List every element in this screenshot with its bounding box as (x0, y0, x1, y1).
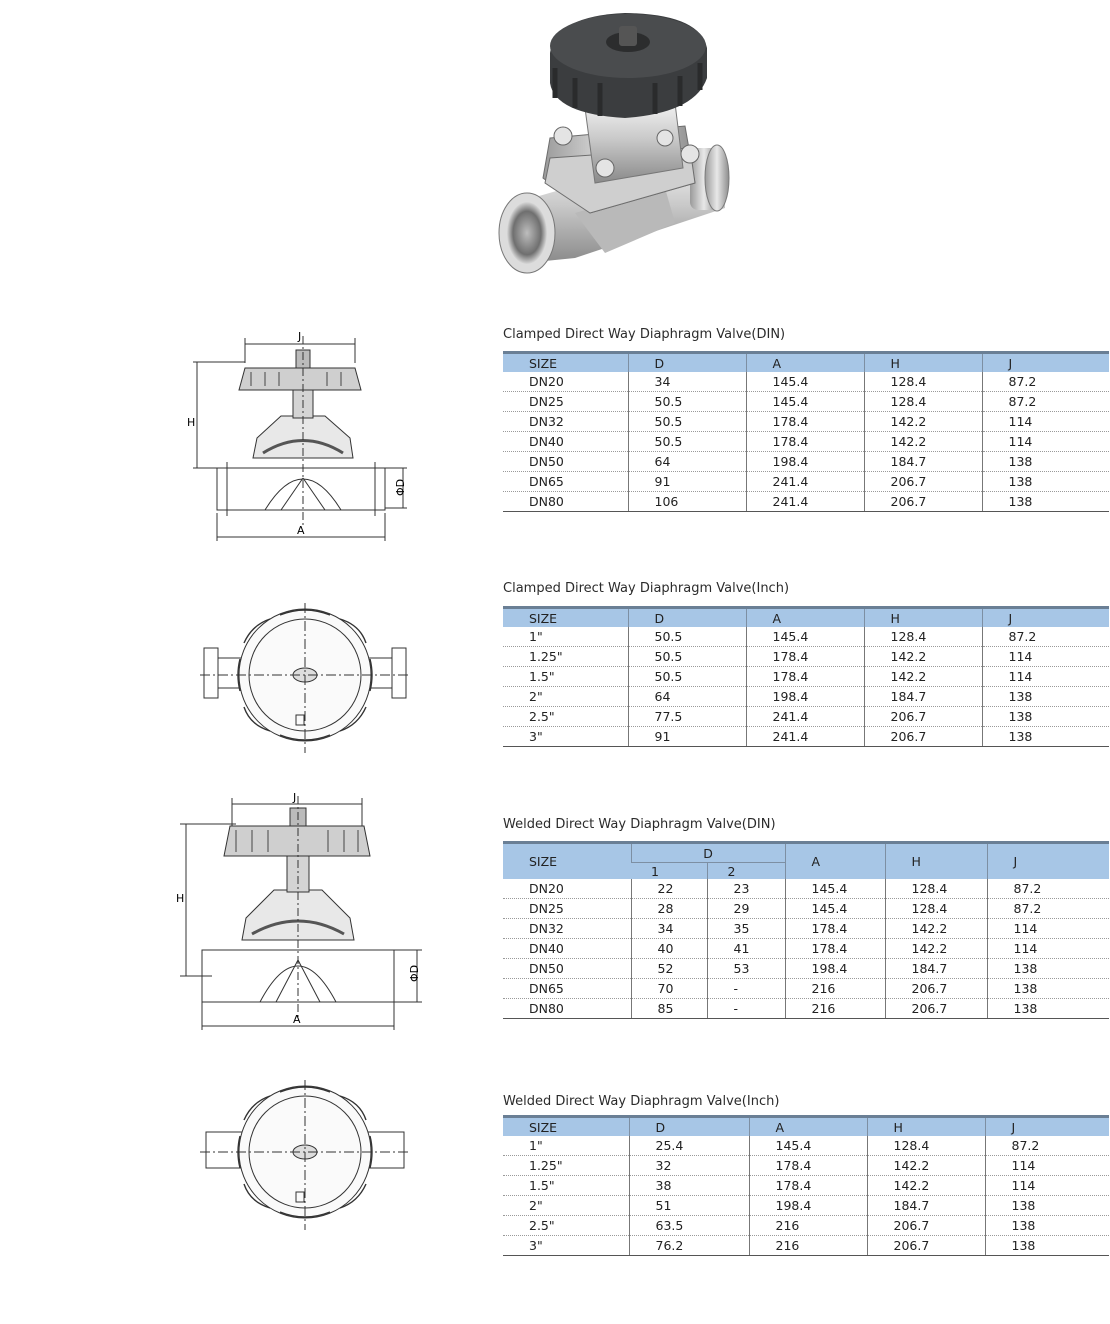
table-cell: 206.7 (867, 1236, 985, 1256)
dim-label-d-welded: ΦD (408, 964, 421, 982)
table-cell: 50.5 (628, 412, 746, 432)
welded-side-drawing (172, 790, 432, 1035)
col-header-j: J (982, 608, 1109, 628)
table-cell: 241.4 (746, 707, 864, 727)
dim-label-a-welded: A (293, 1013, 301, 1026)
table-row (503, 472, 1109, 492)
table-cell: 178.4 (746, 647, 864, 667)
table-cell: 138 (985, 1196, 1109, 1216)
dim-label-h-welded: H (176, 892, 185, 905)
table-cell: 206.7 (864, 472, 982, 492)
table-row (503, 1216, 1109, 1236)
table-cell: DN80 (503, 492, 628, 512)
table-cell: 178.4 (746, 412, 864, 432)
table-cell: 1.5" (503, 667, 628, 687)
table-cell: 128.4 (885, 899, 987, 919)
table-row (503, 492, 1109, 512)
table-cell: 138 (982, 707, 1109, 727)
dim-label-j: J (298, 330, 302, 343)
table-cell: DN65 (503, 979, 631, 999)
table-row (503, 1136, 1109, 1156)
table-cell: 91 (628, 727, 746, 747)
table-cell: 138 (985, 1236, 1109, 1256)
table-cell: 142.2 (864, 412, 982, 432)
dim-label-h: H (187, 416, 196, 429)
table-cell: 87.2 (985, 1136, 1109, 1156)
table-cell: 206.7 (864, 727, 982, 747)
table-row (503, 667, 1109, 687)
table-cell: 241.4 (746, 727, 864, 747)
table-cell: 178.4 (749, 1156, 867, 1176)
table-title-clamped-inch: Clamped Direct Way Diaphragm Valve(Inch) (503, 581, 790, 596)
table-cell: 106 (628, 492, 746, 512)
table-row (503, 919, 1109, 939)
table-cell: 2" (503, 687, 628, 707)
table-cell: 206.7 (864, 492, 982, 512)
table-cell: 64 (628, 687, 746, 707)
table-title-welded-inch: Welded Direct Way Diaphragm Valve(Inch) (503, 1094, 780, 1109)
table-cell: 138 (982, 492, 1109, 512)
table-cell: 114 (985, 1156, 1109, 1176)
clamped-top-drawing (200, 603, 410, 753)
table-cell: 142.2 (867, 1156, 985, 1176)
table-cell: DN50 (503, 959, 631, 979)
col-header-h: H (864, 608, 982, 628)
table-cell: 138 (982, 472, 1109, 492)
table-cell: 23 (707, 879, 785, 899)
col-header-j: J (982, 353, 1109, 373)
table-cell: 2.5" (503, 1216, 629, 1236)
table-cell: 206.7 (864, 707, 982, 727)
table-cell: 114 (987, 939, 1109, 959)
dim-label-a: A (297, 524, 305, 537)
table-cell: 2.5" (503, 707, 628, 727)
table-cell: 1.25" (503, 1156, 629, 1176)
table-cell: DN40 (503, 939, 631, 959)
table-cell: 114 (985, 1176, 1109, 1196)
table-cell: 145.4 (785, 879, 885, 899)
table-cell: 53 (707, 959, 785, 979)
table-cell: 142.2 (885, 919, 987, 939)
table-cell: 128.4 (885, 879, 987, 899)
table-cell: 138 (987, 999, 1109, 1019)
col-header-d: D (628, 608, 746, 628)
table-cell: - (707, 979, 785, 999)
table-cell: 184.7 (885, 959, 987, 979)
table-cell: 128.4 (864, 392, 982, 412)
table-cell: 50.5 (628, 627, 746, 647)
table-row (503, 899, 1109, 919)
table-cell: 2" (503, 1196, 629, 1216)
table-cell: 87.2 (987, 879, 1109, 899)
table-cell: DN25 (503, 392, 628, 412)
table-cell: DN65 (503, 472, 628, 492)
table-cell: 216 (785, 979, 885, 999)
table-cell: 63.5 (629, 1216, 749, 1236)
valve-photo (495, 8, 755, 278)
table-cell: 1" (503, 1136, 629, 1156)
table-cell: 145.4 (746, 372, 864, 392)
col-header-size: SIZE (503, 1117, 629, 1137)
table-cell: 114 (982, 667, 1109, 687)
spec-table-welded-din (503, 841, 1109, 1019)
table-cell: 1" (503, 627, 628, 647)
table-cell: 206.7 (885, 999, 987, 1019)
table-cell: DN32 (503, 412, 628, 432)
table-cell: 128.4 (864, 372, 982, 392)
col-header-h: H (864, 353, 982, 373)
table-cell: 145.4 (746, 392, 864, 412)
table-cell: 178.4 (746, 667, 864, 687)
table-cell: DN25 (503, 899, 631, 919)
table-cell: 28 (631, 899, 707, 919)
spec-table-clamped-din (503, 351, 1109, 512)
col-header-h: H (867, 1117, 985, 1137)
col-header-a: A (749, 1117, 867, 1137)
col-header-a: A (746, 353, 864, 373)
col-header-d: D (629, 1117, 749, 1137)
table-row (503, 647, 1109, 667)
clamped-side-drawing (185, 328, 415, 543)
table-cell: 70 (631, 979, 707, 999)
table-cell: 40 (631, 939, 707, 959)
table-row (503, 879, 1109, 899)
table-cell: DN80 (503, 999, 631, 1019)
table-cell: 85 (631, 999, 707, 1019)
table-cell: DN40 (503, 432, 628, 452)
welded-top-drawing (200, 1080, 410, 1230)
spec-table-welded-inch (503, 1115, 1109, 1256)
dim-label-d: ΦD (394, 478, 407, 496)
table-cell: 25.4 (629, 1136, 749, 1156)
col-header-size: SIZE (503, 353, 628, 373)
table-cell: 22 (631, 879, 707, 899)
table-cell: 241.4 (746, 472, 864, 492)
table-cell: 138 (982, 727, 1109, 747)
table-row (503, 372, 1109, 392)
table-row (503, 727, 1109, 747)
table-cell: 38 (629, 1176, 749, 1196)
table-row (503, 392, 1109, 412)
table-row (503, 687, 1109, 707)
table-cell: 32 (629, 1156, 749, 1176)
table-row (503, 979, 1109, 999)
table-cell: 87.2 (982, 627, 1109, 647)
col-header-j: J (985, 1117, 1109, 1137)
table-cell: 114 (982, 432, 1109, 452)
col-header-a: A (785, 843, 885, 880)
table-row (503, 1196, 1109, 1216)
table-cell: 41 (707, 939, 785, 959)
table-cell: 145.4 (746, 627, 864, 647)
dim-label-j-welded: J (293, 791, 297, 804)
table-cell: 51 (629, 1196, 749, 1216)
table-cell: 178.4 (749, 1176, 867, 1196)
table-row (503, 412, 1109, 432)
table-row (503, 627, 1109, 647)
table-row (503, 432, 1109, 452)
table-cell: 114 (987, 919, 1109, 939)
table-cell: 198.4 (746, 452, 864, 472)
table-cell: 145.4 (785, 899, 885, 919)
table-cell: 50.5 (628, 667, 746, 687)
table-cell: 138 (982, 687, 1109, 707)
table-cell: 216 (785, 999, 885, 1019)
table-cell: 52 (631, 959, 707, 979)
table-title-clamped-din: Clamped Direct Way Diaphragm Valve(DIN) (503, 327, 786, 342)
table-cell: 114 (982, 647, 1109, 667)
col-subheader-d1: 1 (631, 863, 707, 880)
table-cell: 216 (749, 1236, 867, 1256)
table-cell: 91 (628, 472, 746, 492)
table-cell: 198.4 (749, 1196, 867, 1216)
table-cell: 142.2 (864, 647, 982, 667)
table-cell: 35 (707, 919, 785, 939)
table-cell: 34 (628, 372, 746, 392)
table-cell: 77.5 (628, 707, 746, 727)
table-cell: 142.2 (885, 939, 987, 959)
table-cell: 178.4 (746, 432, 864, 452)
table-cell: 3" (503, 1236, 629, 1256)
table-cell: 87.2 (982, 392, 1109, 412)
table-cell: 138 (985, 1216, 1109, 1236)
col-header-d: D (628, 353, 746, 373)
table-row (503, 939, 1109, 959)
table-cell: 138 (987, 979, 1109, 999)
table-cell: 184.7 (864, 452, 982, 472)
table-cell: 128.4 (864, 627, 982, 647)
table-cell: 138 (987, 959, 1109, 979)
table-cell: 198.4 (746, 687, 864, 707)
table-cell: 1.5" (503, 1176, 629, 1196)
table-cell: 145.4 (749, 1136, 867, 1156)
table-row (503, 999, 1109, 1019)
col-header-size: SIZE (503, 608, 628, 628)
table-cell: 138 (982, 452, 1109, 472)
col-header-a: A (746, 608, 864, 628)
table-cell: - (707, 999, 785, 1019)
table-row (503, 1156, 1109, 1176)
table-cell: 50.5 (628, 647, 746, 667)
table-cell: 142.2 (867, 1176, 985, 1196)
table-row (503, 959, 1109, 979)
table-cell: DN20 (503, 372, 628, 392)
table-title-welded-din: Welded Direct Way Diaphragm Valve(DIN) (503, 817, 776, 832)
table-cell: 50.5 (628, 392, 746, 412)
table-cell: 76.2 (629, 1236, 749, 1256)
table-row (503, 452, 1109, 472)
col-header-size: SIZE (503, 843, 631, 880)
table-cell: 216 (749, 1216, 867, 1236)
table-cell: 142.2 (864, 667, 982, 687)
col-header-j: J (987, 843, 1109, 880)
table-cell: DN50 (503, 452, 628, 472)
table-row (503, 1176, 1109, 1196)
table-cell: 1.25" (503, 647, 628, 667)
table-cell: 142.2 (864, 432, 982, 452)
table-cell: 87.2 (987, 899, 1109, 919)
table-cell: 206.7 (885, 979, 987, 999)
table-cell: 34 (631, 919, 707, 939)
table-cell: 184.7 (867, 1196, 985, 1216)
table-cell: 198.4 (785, 959, 885, 979)
table-cell: 50.5 (628, 432, 746, 452)
col-header-h: H (885, 843, 987, 880)
spec-table-clamped-inch (503, 606, 1109, 747)
table-cell: 178.4 (785, 919, 885, 939)
table-cell: 184.7 (864, 687, 982, 707)
table-cell: 114 (982, 412, 1109, 432)
table-cell: 29 (707, 899, 785, 919)
table-cell: DN20 (503, 879, 631, 899)
table-cell: 64 (628, 452, 746, 472)
table-cell: 3" (503, 727, 628, 747)
table-row (503, 707, 1109, 727)
col-header-d: D (631, 843, 785, 863)
table-cell: 178.4 (785, 939, 885, 959)
table-cell: 241.4 (746, 492, 864, 512)
table-row (503, 1236, 1109, 1256)
table-cell: DN32 (503, 919, 631, 939)
table-cell: 87.2 (982, 372, 1109, 392)
table-cell: 128.4 (867, 1136, 985, 1156)
table-cell: 206.7 (867, 1216, 985, 1236)
col-subheader-d2: 2 (707, 863, 785, 880)
